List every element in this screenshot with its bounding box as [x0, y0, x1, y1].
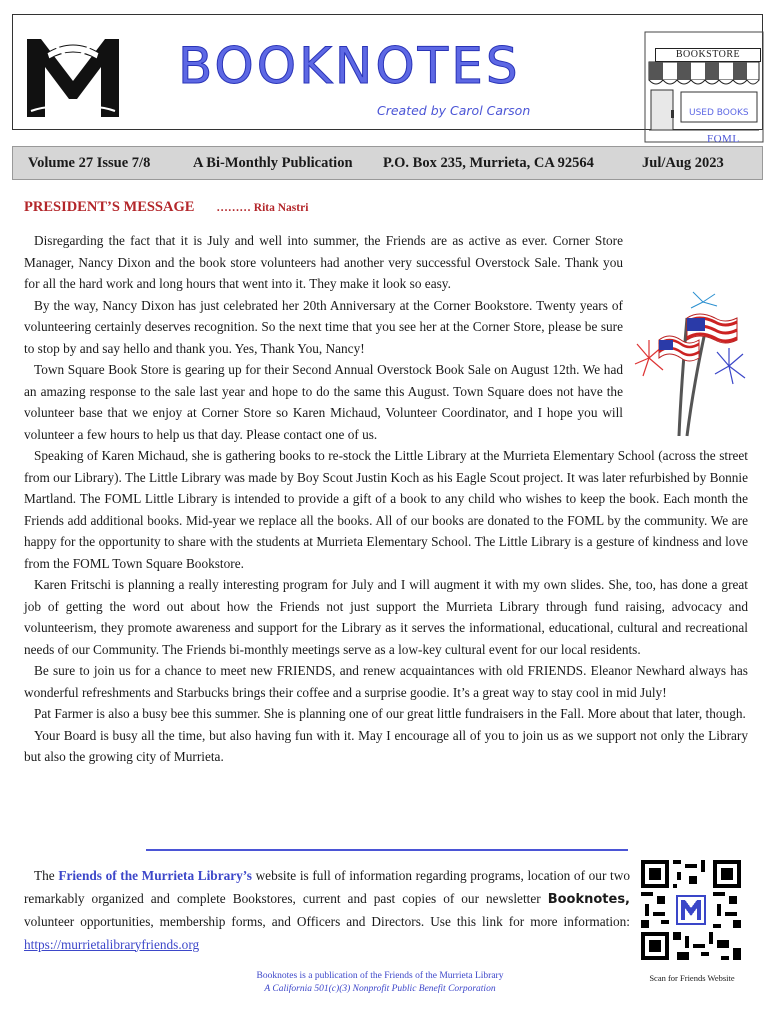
bookstore-illustration — [641, 30, 765, 144]
footer-line-2: A California 501(c)(3) Nonprofit Public Benefit Corporation — [264, 984, 496, 994]
used-books-sign: USED BOOKS — [689, 108, 749, 118]
bookstore-sign: BOOKSTORE — [655, 48, 761, 62]
presidents-message — [24, 230, 748, 768]
promo-lead: The — [34, 868, 59, 883]
website-promo — [24, 865, 630, 956]
article-paragraph: Town Square Book Store is gearing up for their Second Annual Overstock Book Sale on August 12th. We had an amazing response to the sale last year and hope to do the same this August. Town Square does not have the volunteer base that we enjoy at Corner Store so Karen Michaud, Volunteer Coordinator, and I hope you will volunteer a few hours to help us that day. Please contact one of us. — [24, 362, 623, 442]
article-paragraph: Speaking of Karen Michaud, she is gathering books to re-stock the Little Library at the Murrieta Elementary School (across the street from our Library). The Little Library was made by Boy Scout Justin Koch as his Eagle Scout project. It was later refurbished by Bonnie Martland. The FOML Little Library is intended to provide a gift of a book to any child who wishes to keep the book. Each month the Friends add additional books. Mid-year we replace all the books. All of our books are donated to the FOML by the community. We are happy for the opportunity to share with the students at Murrieta Elementary School. The Little Library is a gesture of kindness and love from the FOML Town Square Bookstore. — [24, 448, 748, 571]
byline: Created by Carol Carson — [377, 103, 531, 118]
section-heading — [24, 199, 308, 216]
foml-label: FOML — [707, 133, 740, 145]
booknotes-word: Booknotes, — [547, 891, 630, 907]
article-paragraph: Karen Fritschi is planning a really interesting program for July and I will augment it with my own slides. She, too, has done a great job of getting the word out about how the Friends not just support the Murrieta Library through fund raising, advocacy and volunteerism, they promote awareness and support for the Library as it serves the informational, educational, cultural and recreational needs of our Community. The Friends bi-monthly meetings serve as a low-key cultural event for our local residents. — [24, 577, 748, 657]
friends-name: Friends of the Murrieta Library’s — [58, 868, 252, 883]
section-author: ……… Rita Nastri — [216, 202, 309, 214]
promo-text-1: website is full of information regarding programs, location of our two remarkably organized and complete Bookstores, current and past copies of our newsletter — [24, 868, 630, 906]
section-divider — [146, 849, 628, 851]
newsletter-title: BOOKNOTES — [178, 37, 521, 95]
footer-line-1: Booknotes is a publication of the Friends of the Murrieta Library — [256, 971, 504, 981]
article-paragraph: By the way, Nancy Dixon has just celebrated her 20th Anniversary at the Corner Bookstore. Twenty years of volunteering certainly deserves recognition. So the next time that you see her at the Corner Store, please be sure to stop by and say hello and thank you. Yes, Thank You, Nancy! — [24, 297, 623, 356]
flag-fireworks-illustration — [629, 288, 754, 438]
section-title: PRESIDENT’S MESSAGE — [24, 199, 195, 215]
article-paragraph: Pat Farmer is also a busy bee this summer. She is planning one of our great little fundraisers in the Fall. More about that later, though. — [34, 706, 746, 721]
article-paragraph: Your Board is busy all the time, but also having fun with it. May I encourage all of you to join us as we support not only the Library but also the growing city of Murrieta. — [24, 727, 748, 764]
article-paragraph: Disregarding the fact that it is July and well into summer, the Friends are as active as ever. Corner Store Manager, Nancy Dixon and the book store volunteers had another very successful Overstock Sale. Thank you for all the hard work and long hours that went into it. They make it look so easy. — [24, 233, 623, 291]
mailing-address: P.O. Box 235, Murrieta, CA 92564 — [383, 155, 594, 171]
qr-code-icon[interactable] — [641, 860, 741, 960]
library-m-logo-icon — [23, 33, 123, 121]
promo-paragraph — [24, 865, 630, 956]
qr-caption: Scan for Friends Website — [649, 973, 735, 983]
masthead — [12, 14, 763, 145]
issue-info-bar — [12, 146, 763, 180]
issue-date: Jul/Aug 2023 — [642, 155, 724, 171]
volume-issue: Volume 27 Issue 7/8 — [28, 155, 151, 171]
footer — [160, 970, 600, 996]
publication-frequency: A Bi-Monthly Publication — [193, 155, 353, 171]
article-paragraph: Be sure to join us for a chance to meet new FRIENDS, and renew acquaintances with old FRIENDS. Eleanor Newhard always has wonderful refreshments and Starbucks brings their coffee and a surprise goodie. It’s a great way to stay cool in mid July! — [24, 663, 748, 700]
promo-text-2: volunteer opportunities, membership forms, and Officers and Directors. Use this link for more information: — [24, 914, 630, 929]
website-link[interactable]: https://murrietalibraryfriends.org — [24, 936, 200, 952]
